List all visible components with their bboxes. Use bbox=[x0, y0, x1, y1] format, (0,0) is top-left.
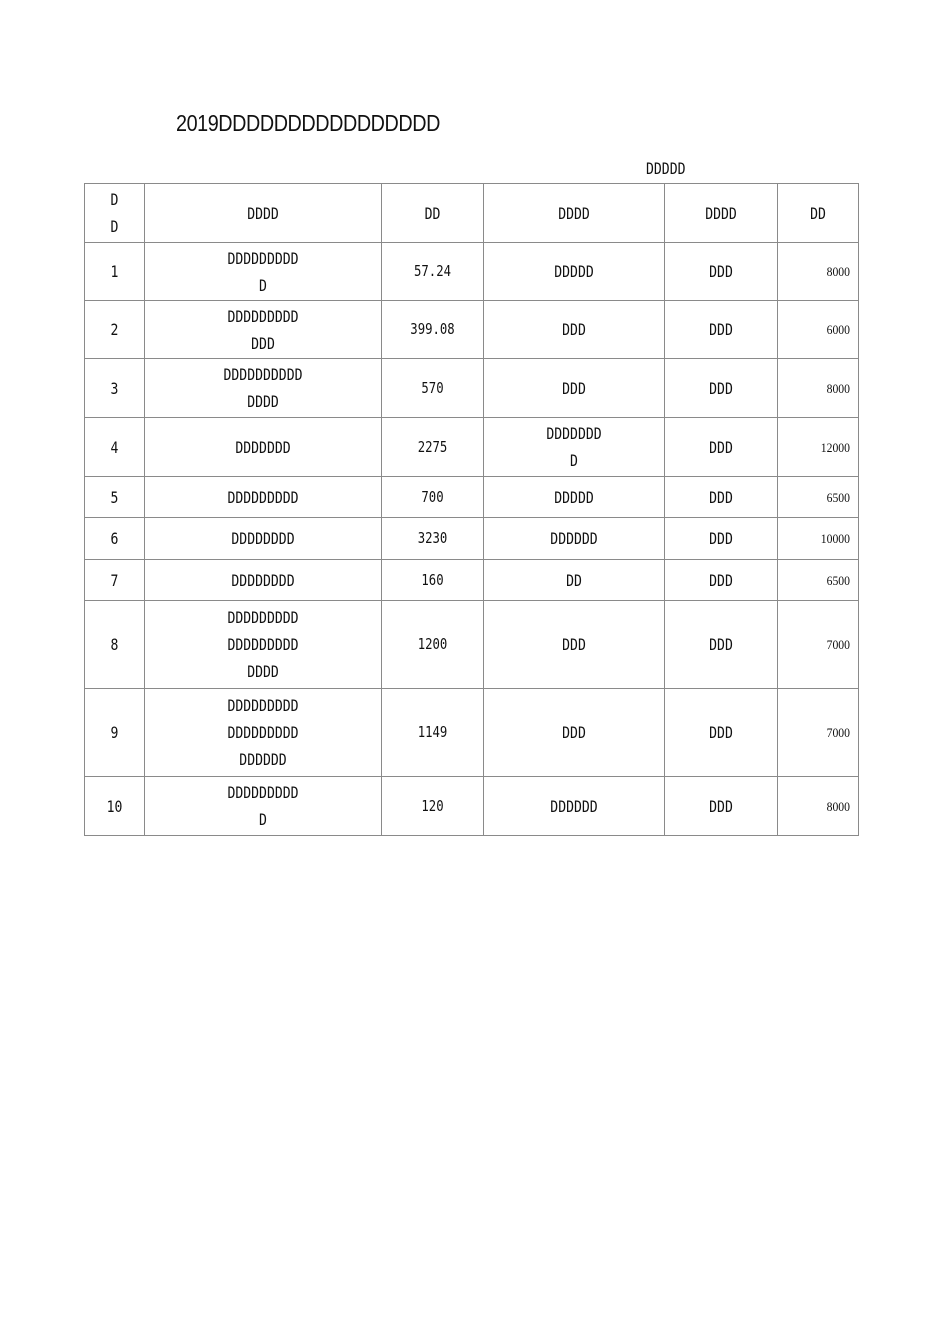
row-name: DDDDDDDDDD DDDD bbox=[145, 359, 382, 418]
row-number: 9 bbox=[85, 689, 145, 777]
row-name: DDDDDDDDD D bbox=[145, 243, 382, 301]
row-number: 1 bbox=[85, 243, 145, 301]
row-number: 2 bbox=[85, 301, 145, 359]
row-value: 570 bbox=[382, 359, 484, 418]
row-amount: 8000 bbox=[778, 243, 859, 301]
row-number: 3 bbox=[85, 359, 145, 418]
row-name: DDDDDDDD bbox=[145, 518, 382, 560]
row-number: 8 bbox=[85, 601, 145, 689]
row-number: 6 bbox=[85, 518, 145, 560]
row-value: 120 bbox=[382, 777, 484, 836]
header-col-5: DDDD bbox=[665, 184, 778, 243]
row-amount: 6000 bbox=[778, 301, 859, 359]
document-title: 2019DDDDDDDDDDDDDDDD bbox=[176, 110, 440, 136]
row-text-1: DDD bbox=[484, 359, 665, 418]
row-value: 160 bbox=[382, 560, 484, 601]
table-row bbox=[85, 418, 859, 477]
header-col-3: DD bbox=[382, 184, 484, 243]
table-row bbox=[85, 243, 859, 301]
row-number: 10 bbox=[85, 777, 145, 836]
row-amount: 8000 bbox=[778, 359, 859, 418]
table-row bbox=[85, 689, 859, 777]
row-text-2: DDD bbox=[665, 689, 778, 777]
row-number: 4 bbox=[85, 418, 145, 477]
row-text-2: DDD bbox=[665, 560, 778, 601]
row-value: 57.24 bbox=[382, 243, 484, 301]
header-col-4: DDDD bbox=[484, 184, 665, 243]
table-row bbox=[85, 777, 859, 836]
table-row bbox=[85, 601, 859, 689]
table-row bbox=[85, 359, 859, 418]
unit-note: DDDDD bbox=[646, 159, 686, 178]
row-number: 5 bbox=[85, 477, 145, 518]
row-name: DDDDDDDDD DDDDDDDDD DDDD bbox=[145, 601, 382, 689]
table-row bbox=[85, 301, 859, 359]
row-value: 1200 bbox=[382, 601, 484, 689]
row-text-2: DDD bbox=[665, 477, 778, 518]
row-number: 7 bbox=[85, 560, 145, 601]
row-value: 700 bbox=[382, 477, 484, 518]
header-col-6: DD bbox=[778, 184, 859, 243]
data-table bbox=[84, 183, 859, 836]
row-text-2: DDD bbox=[665, 359, 778, 418]
row-amount: 6500 bbox=[778, 560, 859, 601]
row-text-1: DDDDDD bbox=[484, 518, 665, 560]
row-text-2: DDD bbox=[665, 601, 778, 689]
row-amount: 7000 bbox=[778, 689, 859, 777]
row-amount: 12000 bbox=[778, 418, 859, 477]
row-text-1: DDD bbox=[484, 689, 665, 777]
row-value: 1149 bbox=[382, 689, 484, 777]
table-row bbox=[85, 477, 859, 518]
row-text-1: DDD bbox=[484, 601, 665, 689]
row-name: DDDDDDDDD D bbox=[145, 777, 382, 836]
row-text-1: DDDDD bbox=[484, 477, 665, 518]
row-amount: 6500 bbox=[778, 477, 859, 518]
row-text-2: DDD bbox=[665, 777, 778, 836]
row-value: 399.08 bbox=[382, 301, 484, 359]
header-col-2: DDDD bbox=[145, 184, 382, 243]
row-amount: 7000 bbox=[778, 601, 859, 689]
row-text-2: DDD bbox=[665, 518, 778, 560]
table-row bbox=[85, 518, 859, 560]
row-text-1: DDDDDD bbox=[484, 777, 665, 836]
row-text-2: DDD bbox=[665, 301, 778, 359]
row-value: 2275 bbox=[382, 418, 484, 477]
row-text-1: DDDDDDD D bbox=[484, 418, 665, 477]
row-value: 3230 bbox=[382, 518, 484, 560]
row-amount: 8000 bbox=[778, 777, 859, 836]
row-amount: 10000 bbox=[778, 518, 859, 560]
table-header-row bbox=[85, 184, 859, 243]
row-name: DDDDDDDD bbox=[145, 560, 382, 601]
header-col-1: D D bbox=[85, 184, 145, 243]
row-name: DDDDDDDDD DDDDDDDDD DDDDDD bbox=[145, 689, 382, 777]
row-text-2: DDD bbox=[665, 243, 778, 301]
row-name: DDDDDDD bbox=[145, 418, 382, 477]
row-name: DDDDDDDDD DDD bbox=[145, 301, 382, 359]
table-row bbox=[85, 560, 859, 601]
row-text-1: DDDDD bbox=[484, 243, 665, 301]
row-name: DDDDDDDDD bbox=[145, 477, 382, 518]
row-text-1: DD bbox=[484, 560, 665, 601]
row-text-2: DDD bbox=[665, 418, 778, 477]
row-text-1: DDD bbox=[484, 301, 665, 359]
